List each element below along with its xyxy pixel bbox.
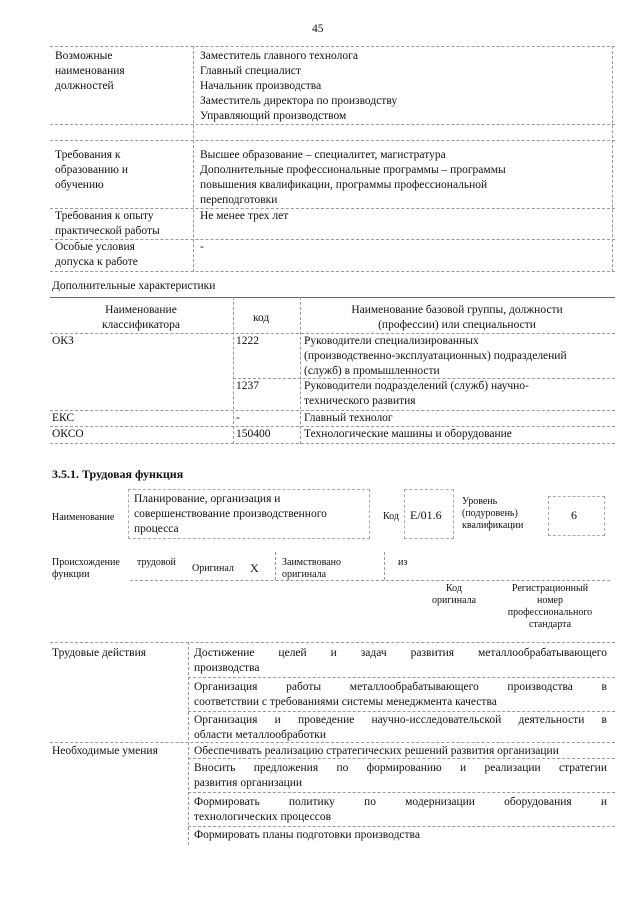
header-classifier: Наименование классификатора (101, 304, 181, 331)
table-border-line (50, 46, 615, 47)
action-item-line: Организация работы металлообрабатывающего производства в (194, 681, 607, 693)
row-name: Руководители специализированных (производственно-эксплуатационных) подразделений (служб) в промышленности (304, 335, 567, 377)
table-bottom-line (50, 271, 615, 272)
table-row-line (188, 826, 615, 827)
table-row-line (188, 711, 615, 712)
table-column-divider (300, 297, 301, 444)
borrowed-from-label: из (398, 557, 408, 568)
skill-item-line: развития организации (194, 777, 303, 789)
function-section-title: 3.5.1. Трудовая функция (52, 467, 184, 481)
titles-values: Заместитель главного технолога Главный специалист Начальник производства Заместитель директора по производству Управляющий производством (200, 50, 398, 122)
name-label: Наименование (52, 512, 115, 523)
row-name: Руководители подразделений (служб) научно- технического развития (304, 380, 529, 407)
origin-divider (384, 552, 385, 580)
origin-divider (275, 552, 276, 580)
table-row-line (50, 140, 615, 141)
header-name: Наименование базовой группы, должности (профессии) или специальности (351, 304, 563, 331)
function-name-value: Планирование, организация и совершенствование производственного процесса (134, 493, 327, 535)
original-label: Оригинал (192, 563, 234, 574)
skills-label: Необходимые умения (52, 745, 158, 757)
table-column-divider (188, 642, 189, 845)
table-row-line (188, 792, 615, 793)
origin-label-2: трудовой (137, 557, 176, 568)
row-name: Технологические машины и оборудование (304, 428, 512, 440)
skill-item-line: технологических процессов (194, 811, 332, 823)
row-classifier: ОКСО (52, 428, 84, 440)
action-item-line: области металлообработки (194, 729, 326, 741)
reg-number-label: Регистрационный номер профессионального стандарта (507, 583, 593, 630)
page-number: 45 (312, 23, 324, 35)
original-mark: X (250, 561, 259, 575)
row-code: 1222 (236, 335, 259, 347)
skill-item-line: Формировать планы подготовки производства (194, 829, 420, 841)
education-label: Требования к образованию и обучению (55, 149, 128, 191)
row-code: 1237 (236, 380, 259, 392)
level-value: 6 (571, 508, 577, 522)
experience-label: Требования к опыту практической работы (55, 210, 160, 237)
table-row-line (188, 677, 615, 678)
level-label: Уровень (подуровень) квалификации (462, 496, 524, 531)
education-values: Высшее образование – специалитет, магистратура Дополнительные профессиональные программы – программы повышения квалификации, программы профессиональной переподготовки (200, 149, 506, 206)
row-name: Главный технолог (304, 412, 393, 424)
skill-item-line: Вносить предложения по формированию и реализации стратегии (194, 762, 607, 774)
actions-label: Трудовые действия (52, 647, 147, 659)
row-code: - (236, 412, 240, 424)
action-item-line: производства (194, 662, 260, 674)
origin-bottom-line (130, 580, 610, 581)
function-code-value: E/01.6 (410, 508, 442, 522)
titles-label: Возможные наименования должностей (55, 50, 125, 92)
skill-item-line: Обеспечивать реализацию стратегических решений развития организации (194, 745, 559, 757)
origin-label: Происхождение функции (52, 557, 120, 580)
code-label: Код (383, 511, 399, 522)
table-row-line (50, 124, 615, 125)
header-code: код (253, 312, 270, 324)
skill-item-line: Формировать политику по модернизации оборудования и (194, 796, 607, 808)
action-item-line: Достижение целей и задач развития металлообрабатывающего (194, 647, 607, 659)
conditions-label: Особые условия допуска к работе (55, 241, 138, 268)
code-original-label: Код оригинала (431, 583, 477, 606)
conditions-value: - (200, 241, 204, 253)
table-row-line (188, 758, 615, 759)
table-bottom-line (50, 443, 615, 444)
row-classifier: ОКЗ (52, 335, 74, 347)
borrowed-label: Заимствовано оригинала (282, 557, 341, 580)
table-top-line (50, 642, 615, 643)
action-item-line: Организация и проведение научно-исследовательской деятельности в (194, 714, 607, 726)
table-column-divider (233, 297, 234, 444)
additional-title: Дополнительные характеристики (52, 280, 216, 292)
action-item-line: соответствии с требованиями системы менеджмента качества (194, 696, 497, 708)
table-row-line (50, 742, 615, 743)
row-code: 150400 (236, 428, 271, 440)
table-top-line (50, 297, 615, 298)
experience-value: Не менее трех лет (200, 210, 289, 222)
row-classifier: ЕКС (52, 412, 75, 424)
